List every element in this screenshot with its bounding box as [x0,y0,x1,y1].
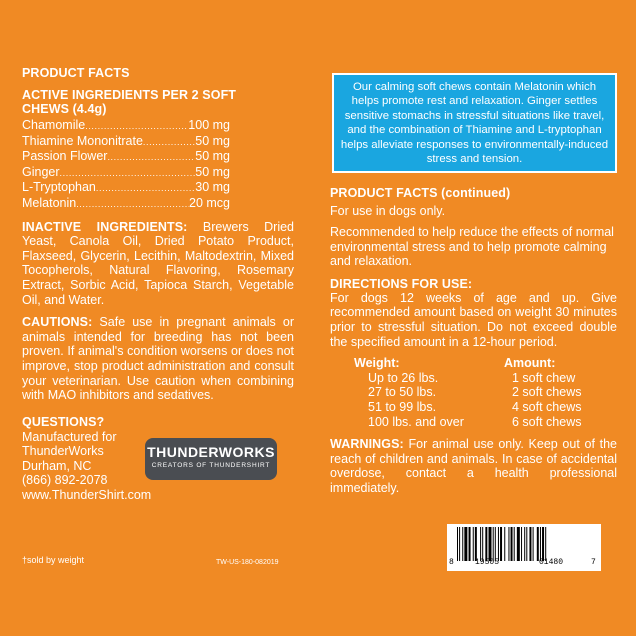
barcode-bar [500,527,502,561]
barcode-bar [469,527,471,561]
barcode-bar [504,527,505,561]
dosage-weight: 27 to 50 lbs. [368,385,437,400]
website: www.ThunderShirt.com [22,488,152,503]
ingredient-row: Ginger ..... 50 mg [22,165,230,181]
barcode-group-right: 01480 [539,558,564,567]
barcode-bar [462,527,463,561]
barcode-bar [457,527,458,561]
barcode-group-left: 19505 [475,558,500,567]
directions-heading: DIRECTIONS FOR USE: [330,276,473,291]
dosage-amount: 1 soft chew [512,370,576,385]
logo-name: THUNDERWORKS [147,444,275,460]
warnings-label: WARNINGS: [330,437,404,452]
active-ingredients-heading: ACTIVE INGREDIENTS PER 2 SOFT CHEWS (4.4g) [22,88,237,116]
ingredient-row: Melatonin ..... 20 mcg [22,196,230,212]
dosage-amount: 2 soft chews [512,385,582,400]
barcode-bar [529,527,531,561]
barcode-digit-left: 8 [449,558,454,567]
inactive-ingredients [22,220,294,308]
barcode-bar [511,527,513,561]
barcode-bar [475,527,477,561]
barcode-bar [489,527,492,561]
cautions-text: Safe use in pregnant animals or animals intended for breeding has not been proven. If animal's condition worsens or does not improve, stop product administration and consult your veterinarian. Use caution when combining with MAO inhibitors and sedatives. [22,315,294,403]
weight-header: Weight: [354,356,400,371]
barcode-bar [514,527,515,561]
right-column [330,73,617,496]
barcode-bar [524,527,525,561]
barcode-bar [521,527,522,561]
barcode-bar [459,527,460,561]
barcode-bar [498,527,499,561]
barcode-bar [464,527,467,561]
product-code: TW-US-180-082019 [216,559,279,566]
company-name: ThunderWorks [22,444,104,459]
warnings [330,437,617,495]
ingredient-row: Chamomile ..... 100 mg [22,118,230,134]
ingredient-row: Passion Flower ..... 50 mg [22,149,230,165]
dosage-weight: 51 to 99 lbs. [368,399,437,414]
dosage-table [354,356,617,429]
barcode-digit-right: 7 [591,558,596,567]
recommended-text: Recommended to help reduce the effects of normal environmental stress and to help promote calming and relaxation. [330,225,614,269]
barcode-bar [526,527,527,561]
amount-header: Amount: [504,356,556,371]
ingredient-row: L-Tryptophan ..... 30 mg [22,180,230,196]
dosage-weight: Up to 26 lbs. [368,370,439,385]
barcode-bar [480,527,481,561]
questions-heading: QUESTIONS? [22,414,105,429]
barcode-bar [537,527,539,561]
benefits-box: Our calming soft chews contain Melatonin which helps promote rest and relaxation. Ginger settles sensitive stomachs in stressful situations like travel, and the combination of Thiamine and L-tryptophan helps alleviate responses to environmentally-induced stress and tension. [332,73,617,173]
dogs-only-text: For use in dogs only. [330,204,446,219]
ingredient-row: Thiamine Mononitrate ..... 50 mg [22,134,230,150]
barcode-bar [508,527,509,561]
barcode-bar [473,527,474,561]
barcode-bar [495,527,496,561]
barcode-bar [482,527,483,561]
company-location: Durham, NC [22,458,92,473]
dosage-amount: 6 soft chews [512,414,582,429]
cautions [22,315,294,403]
phone-number: (866) 892-2078 [22,473,108,488]
barcode-bar [493,527,494,561]
directions-text: For dogs 12 weeks of age and up. Give recommended amount based on weight 30 minutes prior to stressful situation. Do not exceed double the specified amount in a 12-hour period. [330,290,617,349]
barcode-bar [485,527,487,561]
barcode-bar [540,527,541,561]
dosage-amount: 4 soft chews [512,399,582,414]
ingredient-list [22,118,230,212]
barcode-bar [533,527,534,561]
barcode-bar [545,527,546,561]
upc-barcode [447,524,601,571]
inactive-ingredients-text: Brewers Dried Yeast, Canola Oil, Dried Potato Product, Flaxseed, Glycerin, Lecithin, Maltodextrin, Mixed Tocopherols, Natural Flavoring, Rosemary Extract, Sorbic Acid, Tapioca Starch, Vegetable Oil, and Water. [22,219,294,307]
barcode-bar [517,527,520,561]
logo-tagline: CREATORS OF THUNDERSHIRT [151,462,271,469]
footnote: †sold by weight [22,555,85,565]
product-facts-heading: PRODUCT FACTS [22,66,130,80]
manufacturer-line: Manufactured for [22,429,117,444]
barcode-bar [542,527,544,561]
thunderworks-logo [145,438,277,480]
barcode-bars [457,527,585,561]
inactive-ingredients-label: INACTIVE INGREDIENTS: [22,219,188,234]
continued-heading: PRODUCT FACTS (continued) [330,186,511,201]
cautions-label: CAUTIONS: [22,315,93,330]
warnings-text: For animal use only. Keep out of the reach of children and animals. In case of accidental overdose, contact a health professional immediately. [330,437,617,495]
dosage-weight: 100 lbs. and over [368,414,464,429]
